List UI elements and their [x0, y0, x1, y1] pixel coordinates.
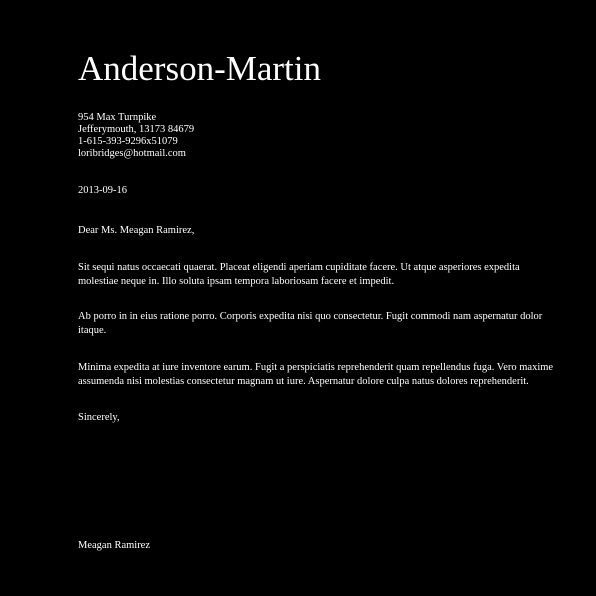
closing: Sincerely, — [78, 412, 120, 423]
salutation: Dear Ms. Meagan Ramirez, — [78, 225, 195, 236]
signature-name: Meagan Ramirez — [78, 540, 151, 551]
company-name-heading: Anderson-Martin — [78, 49, 322, 88]
body-paragraph-3: Minima expedita at iure inventore earum. Fugit a perspiciatis reprehenderit quam repellendus fuga. Vero maxime assumenda nisi molestias consectetur magnam ut iure. Aspernatur dolore culpa natus dolores reprehenderit. — [78, 362, 554, 387]
address-city-line: Jefferymouth, 13173 84679 — [78, 124, 195, 135]
address-phone: 1-615-393-9296x51079 — [78, 136, 178, 147]
body-paragraph-2: Ab porro in in eius ratione porro. Corporis expedita nisi quo consectetur. Fugit commodi nam aspernatur dolor itaque. — [78, 311, 543, 336]
sender-address-block — [78, 112, 194, 160]
address-street: 954 Max Turnpike — [78, 112, 157, 123]
body-paragraph-1: Sit sequi natus occaecati quaerat. Placeat eligendi aperiam cupiditate facere. Ut atque asperiores expedita molestiae neque in. Illo soluta ipsam tempora laboriosam facere et impedit. — [78, 262, 520, 287]
letter-date: 2013-09-16 — [78, 185, 127, 196]
letter-page — [78, 0, 558, 596]
address-email: loribridges@hotmail.com — [78, 148, 186, 159]
